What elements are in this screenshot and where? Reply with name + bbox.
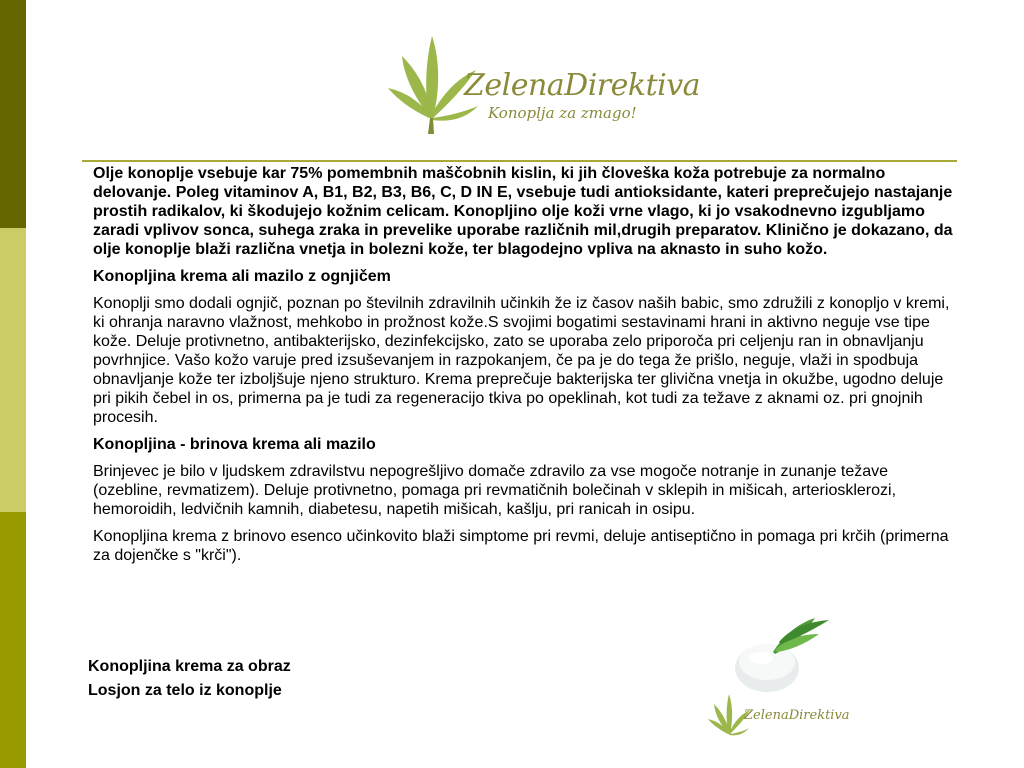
logo-subtitle: Konoplja za zmago!	[488, 104, 637, 122]
intro-paragraph: Olje konoplje vsebuje kar 75% pomembnih maščobnih kislin, ki jih človeška koža potrebuje za normalno delovanje. Poleg vitaminov A, B1, B2, B3, B6, C, D IN E, vsebuje tudi antioksidante, kateri preprečujejo nastajanje prostih radikalov, ki škodujejo kožnim celicam. Konopljino olje koži vrne vlago, ki jo vsakodnevno izgubljamo zaradi vplivov sonca, suhega zraka in prevelike uporabe različnih mil,drugih preparatov. Klinično je dokazano, da olje konoplje blaži različna vnetja in bolezni kože, ter blagodejno vpliva na aknasto in suho kožo.	[93, 165, 953, 258]
paragraph-ognjic: Konoplji smo dodali ognjič, poznan po številnih zdravilnih učinkih že iz časov naših babic, smo združili z konopljo v kremi, ki ohranja naravno vlažnost, mehkobo in prožnost kože.S svojimi bogatimi sestavinami hrani in aktivno neguje vse tipe kože. Deluje protivnetno, antibakterijsko, dezinfekcijsko, zato se uporaba zelo priporoča pri celjenju ran in obnavljanju povrhnjice. Vašo kožo varuje pred izsuševanjem in razpokanjem, če pa je do tega že prišlo, neguje, vlaži in spodbuja obnavljanje kože ter izboljšuje njeno strukturo. Krema preprečuje bakterijska ter glivična vnetja in okužbe, ugodno deluje pri pikih čebel in os, primerna pa je tudi za regeneracijo tkiva po opeklinah, kot tudi za težave z aknami oz. pri gnojnih procesih.	[93, 295, 950, 426]
header-divider	[82, 160, 957, 162]
paragraph-brin-krema: Konopljina krema z brinovo esenco učinkovito blaži simptome pri revmi, deluje antiseptično in pomaga pri krčih (primerna za dojenčke s "krči").	[93, 528, 949, 564]
left-bar-olive-segment	[0, 512, 26, 768]
logo-title: ZelenaDirektiva	[464, 68, 701, 103]
bottom-logo	[706, 690, 856, 742]
link-losjon-za-telo[interactable]: Losjon za telo iz konoplje	[88, 682, 282, 699]
main-content	[93, 164, 961, 565]
section-heading-ognjic: Konopljina krema ali mazilo z ognjičem	[93, 268, 391, 285]
cream-jar-image	[735, 612, 835, 694]
top-logo	[384, 30, 701, 134]
paragraph-brin: Brinjevec je bilo v ljudskem zdravilstvu nepogrešljivo domače zdravilo za vse mogoče notranje in zunanje težave (ozebline, revmatizem). Deluje protivnetno, pomaga pri revmatičnih bolečinah v sklepih in mišicah, arteriosklerozi, hemoroidih, ledvičnih kamnih, diabetesu, napetih mišicah, kašlju, pri ranicah in osipu.	[93, 463, 897, 518]
bottom-logo-title: ZelenaDirektiva	[744, 708, 850, 723]
link-krema-za-obraz[interactable]: Konopljina krema za obraz	[88, 658, 291, 675]
left-bar-dark-segment	[0, 0, 26, 228]
left-decorative-bar	[0, 0, 26, 768]
section-heading-brin: Konopljina - brinova krema ali mazilo	[93, 436, 376, 453]
footer-links	[88, 655, 291, 703]
left-bar-light-segment	[0, 228, 26, 512]
